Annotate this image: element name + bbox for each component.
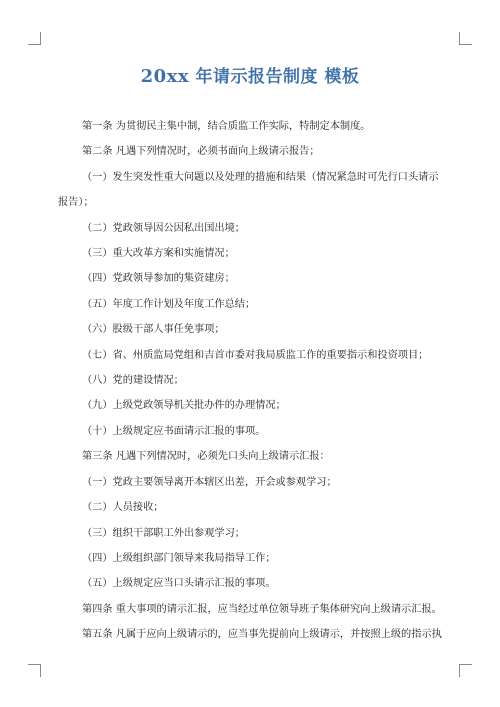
paragraph-item-2-10: （十）上级规定应书面请示汇报的事项。: [82, 425, 266, 437]
paragraph-item-2-9: （九）上级党政领导机关批办件的办理情况；: [82, 400, 286, 412]
paragraph-item-3-5: （五）上级规定应当口头请示汇报的事项。: [82, 578, 276, 590]
paragraph-item-2-5: （五）年度工作计划及年度工作总结；: [82, 298, 256, 310]
crop-mark-bottom-right: [459, 664, 472, 677]
paragraph-item-3-1: （一）党政主要领导离开本辖区出差，开会或参观学习；: [82, 476, 337, 488]
paragraph-article-4: 第四条 重大事项的请示汇报，应当经过单位领导班子集体研究向上级请示汇报。: [82, 603, 442, 615]
document-title: [0, 62, 500, 87]
paragraph-item-3-2: （二）人员接收；: [82, 502, 164, 514]
title-text: 年请示报告制度 模板: [189, 67, 360, 87]
crop-mark-bottom-left: [28, 664, 41, 677]
paragraph-item-2-4: （四）党政领导参加的集资建房；: [82, 273, 235, 285]
title-year: 20xx: [140, 66, 190, 87]
crop-mark-top-left: [28, 32, 41, 45]
paragraph-article-2: 第二条 凡遇下列情况时，必须书面向上级请示报告；: [82, 146, 320, 158]
paragraph-article-5: 第五条 凡属于应向上级请示的，应当事先提前向上级请示，并按照上级的指示执: [82, 629, 442, 641]
paragraph-article-3: 第三条 凡遇下列情况时，必须先口头向上级请示汇报：: [82, 451, 330, 463]
paragraph-item-2-8: （八）党的建设情况；: [82, 375, 184, 387]
paragraph-item-2-1: （一）发生突发性重大问题以及处理的措施和结果（情况紧急时可先行口头请示: [82, 171, 439, 183]
document-body: [58, 114, 442, 648]
paragraph-item-3-4: （四）上级组织部门领导来我局指导工作；: [82, 552, 276, 564]
paragraph-item-3-3: （三）组织干部职工外出参观学习；: [82, 527, 245, 539]
paragraph-item-2-1-continued: 报告）；: [58, 197, 94, 209]
paragraph-article-1: 第一条 为贯彻民主集中制，结合质监工作实际，特制定本制度。: [82, 121, 371, 132]
paragraph-item-2-7: （七）省、州质监局党组和吉首市委对我局质监工作的重要指示和投资项目；: [82, 349, 429, 361]
crop-mark-top-right: [459, 32, 472, 45]
paragraph-item-2-2: （二）党政领导因公因私出国出境；: [82, 222, 245, 234]
paragraph-item-2-6: （六）股级干部人事任免事项；: [82, 324, 225, 336]
paragraph-item-2-3: （三）重大改革方案和实施情况；: [82, 248, 235, 260]
